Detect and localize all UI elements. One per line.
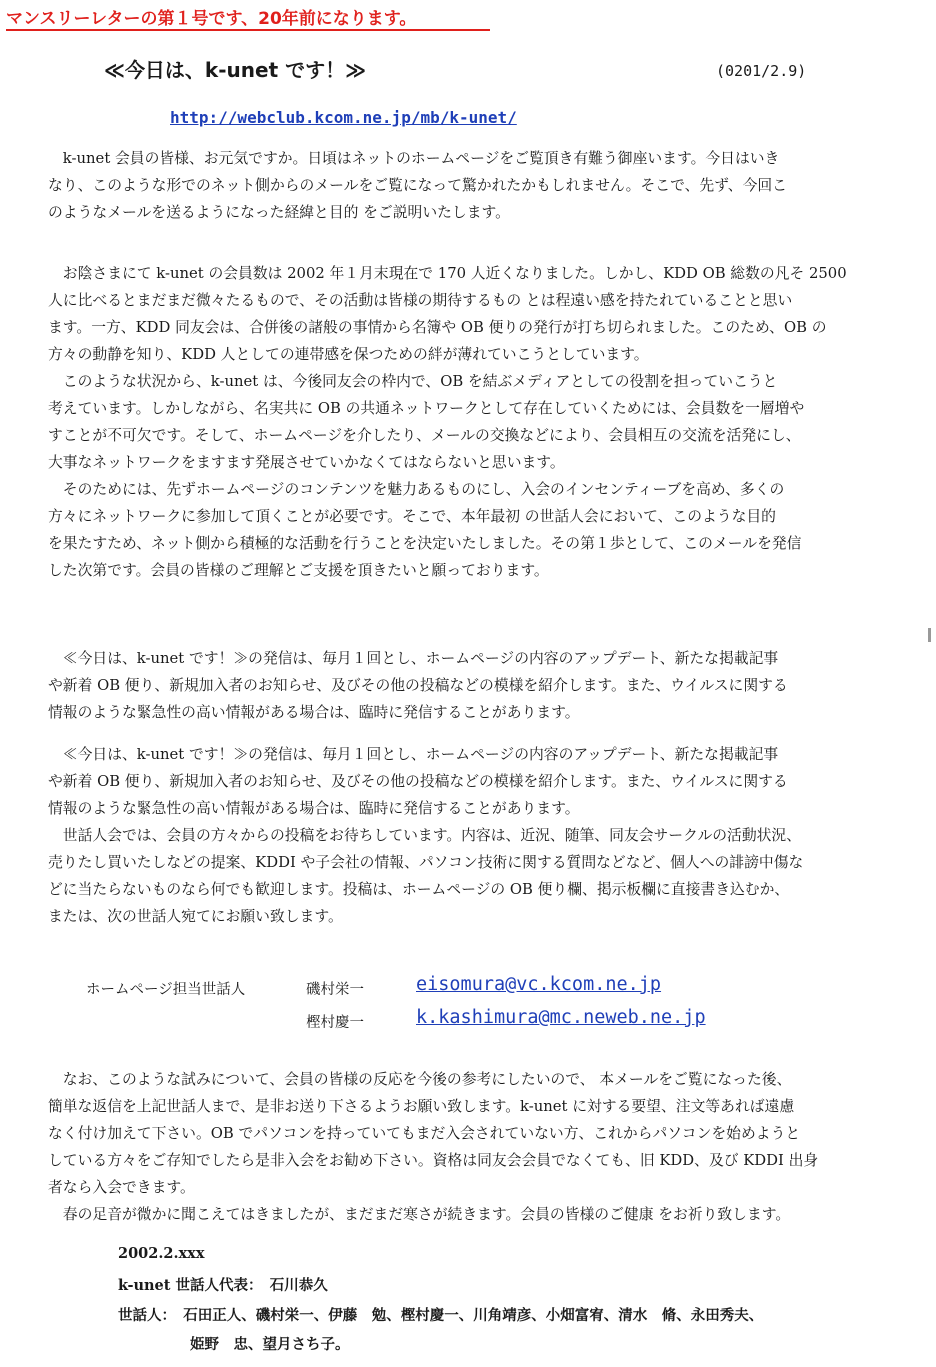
text-line: このような状況から、k-unet は、今後同友会の枠内で、OB を結ぶメディアとしての役割を担っていこうと (48, 373, 778, 390)
signature-date: 2002.2.xxx (118, 1245, 205, 1262)
text-line: ます。一方、KDD 同友会は、合併後の諸般の事情から名簿や OB 便りの発行が打ち切られました。このため、OB の (48, 319, 827, 336)
text-line: や新着 OB 便り、新規加入者のお知らせ、及びその他の投稿などの模様を紹介します。また、ウイルスに関する (48, 773, 788, 790)
text-line: なり、このような形でのネット側からのメールをご覧になって驚かれたかもしれません。そこで、先ず、今回こ (48, 177, 787, 194)
text-line: 者なら入会できます。 (48, 1179, 195, 1196)
text-line: または、次の世話人宛てにお願い致します。 (48, 908, 343, 925)
text-line: 情報のような緊急性の高い情報がある場合は、臨時に発信することがあります。 (48, 704, 580, 721)
paragraph-intro (48, 145, 787, 226)
text-line: 大事なネットワークをますます発展させていかなくてはならないと思います。 (48, 454, 565, 471)
text-line: している方々をご存知でしたら是非入会をお勧め下さい。資格は同友会会員でなくても、旧 KDD、及び KDDI 出身 (48, 1152, 819, 1169)
signature-members: 世話人： 石田正人、磯村栄一、伊藤 勉、樫村慶一、川角靖彦、小畑富宥、清水 脩、永田秀夫、 (118, 1307, 764, 1324)
letter-title: ≪今日は、k-unet です！≫ (104, 58, 367, 82)
text-line: 世話人会では、会員の方々からの投稿をお待ちしています。内容は、近況、随筆、同友会サークルの活動状況、 (48, 827, 802, 844)
text-line: 方々にネットワークに参加して頂くことが必要です。そこで、本年最初 の世話人会において、このような目的 (48, 508, 776, 525)
text-line: や新着 OB 便り、新規加入者のお知らせ、及びその他の投稿などの模様を紹介します。また、ウイルスに関する (48, 677, 788, 694)
text-line: 方々の動静を知り、KDD 人としての連帯感を保つための絆が薄れていこうとしています。 (48, 346, 649, 363)
letter-date: (0201/2.9) (716, 62, 807, 80)
paragraph-closing (48, 1066, 818, 1228)
contact-email-1[interactable]: eisomura@vc.kcom.ne.jp (416, 974, 662, 995)
paragraph-background (48, 260, 847, 584)
contact-email-2[interactable]: k.kashimura@mc.neweb.ne.jp (416, 1007, 706, 1028)
text-line: k-unet 会員の皆様、お元気ですか。日頃はネットのホームページをご覧頂き有難う御座います。今日はいき (48, 150, 780, 167)
text-line: なお、このような試みについて、会員の皆様の反応を今後の参考にしたいので、 本メールをご覧になった後、 (48, 1071, 792, 1088)
text-line: 考えています。しかしながら、名実共に OB の共通ネットワークとして存在していくためには、会員数を一層増や (48, 400, 805, 417)
text-line: した次第です。会員の皆様のご理解とご支援を頂きたいと願っております。 (48, 562, 549, 579)
signature-representative: k-unet 世話人代表： 石川恭久 (118, 1277, 328, 1294)
text-line: 春の足音が微かに聞こえてはきましたが、まだまだ寒さが続きます。会員の皆様のご健康 をお祈り致します。 (48, 1206, 791, 1223)
text-line: のようなメールを送るようになった経緯と目的 をご説明いたします。 (48, 204, 510, 221)
text-line: を果たすため、ネット側から積極的な活動を行うことを決定いたしました。その第１歩として、このメールを発信 (48, 535, 802, 552)
text-line: お陰さまにて k-unet の会員数は 2002 年１月末現在で 170 人近くなりました。しかし、KDD OB 総数の凡そ 2500 (48, 265, 847, 282)
text-line: そのためには、先ずホームページのコンテンツを魅力あるものにし、入会のインセンティーブを高め、多くの (48, 481, 785, 498)
paragraph-submissions (48, 741, 803, 930)
text-line: どに当たらないものなら何でも歓迎します。投稿は、ホームページの OB 便り欄、掲示板欄に直接書き込むか、 (48, 881, 790, 898)
text-line: ≪今日は、k-unet です！≫の発信は、毎月１回とし、ホームページの内容のアップデート、新たな掲載記事 (48, 650, 779, 667)
text-line: 簡単な返信を上記世話人まで、是非お送り下さるようお願い致します。k-unet に対する要望、注文等あれば遠慮 (48, 1098, 795, 1115)
banner-note: マンスリーレターの第１号です、20年前になります。 (6, 9, 417, 29)
text-line: 情報のような緊急性の高い情報がある場合は、臨時に発信することがあります。 (48, 800, 580, 817)
signature-members-cont: 姫野 忠、望月さち子。 (190, 1336, 350, 1353)
scan-edge-mark (928, 628, 931, 642)
contact-role: ホームページ担当世話人 (86, 982, 246, 998)
text-line: すことが不可欠です。そして、ホームページを介したり、メールの交換などにより、会員相互の交流を活発にし、 (48, 427, 801, 444)
text-line: 人に比べるとまだまだ微々たるもので、その活動は皆様の期待するもの とは程遠い感を持たれていることと思い (48, 292, 793, 309)
contact-name-2: 樫村慶一 (306, 1015, 364, 1031)
banner-underline (6, 29, 490, 31)
text-line: ≪今日は、k-unet です！≫の発信は、毎月１回とし、ホームページの内容のアップデート、新たな掲載記事 (48, 746, 779, 763)
paragraph-schedule (48, 645, 788, 726)
homepage-link[interactable]: http://webclub.kcom.ne.jp/mb/k-unet/ (170, 108, 517, 127)
contact-name-1: 磯村栄一 (306, 982, 364, 998)
text-line: 売りたし買いたしなどの提案、KDDI や子会社の情報、パソコン技術に関する質問などなど、個人への誹謗中傷な (48, 854, 804, 871)
text-line: なく付け加えて下さい。OB でパソコンを持っていてもまだ入会されていない方、これからパソコンを始めようと (48, 1125, 801, 1142)
